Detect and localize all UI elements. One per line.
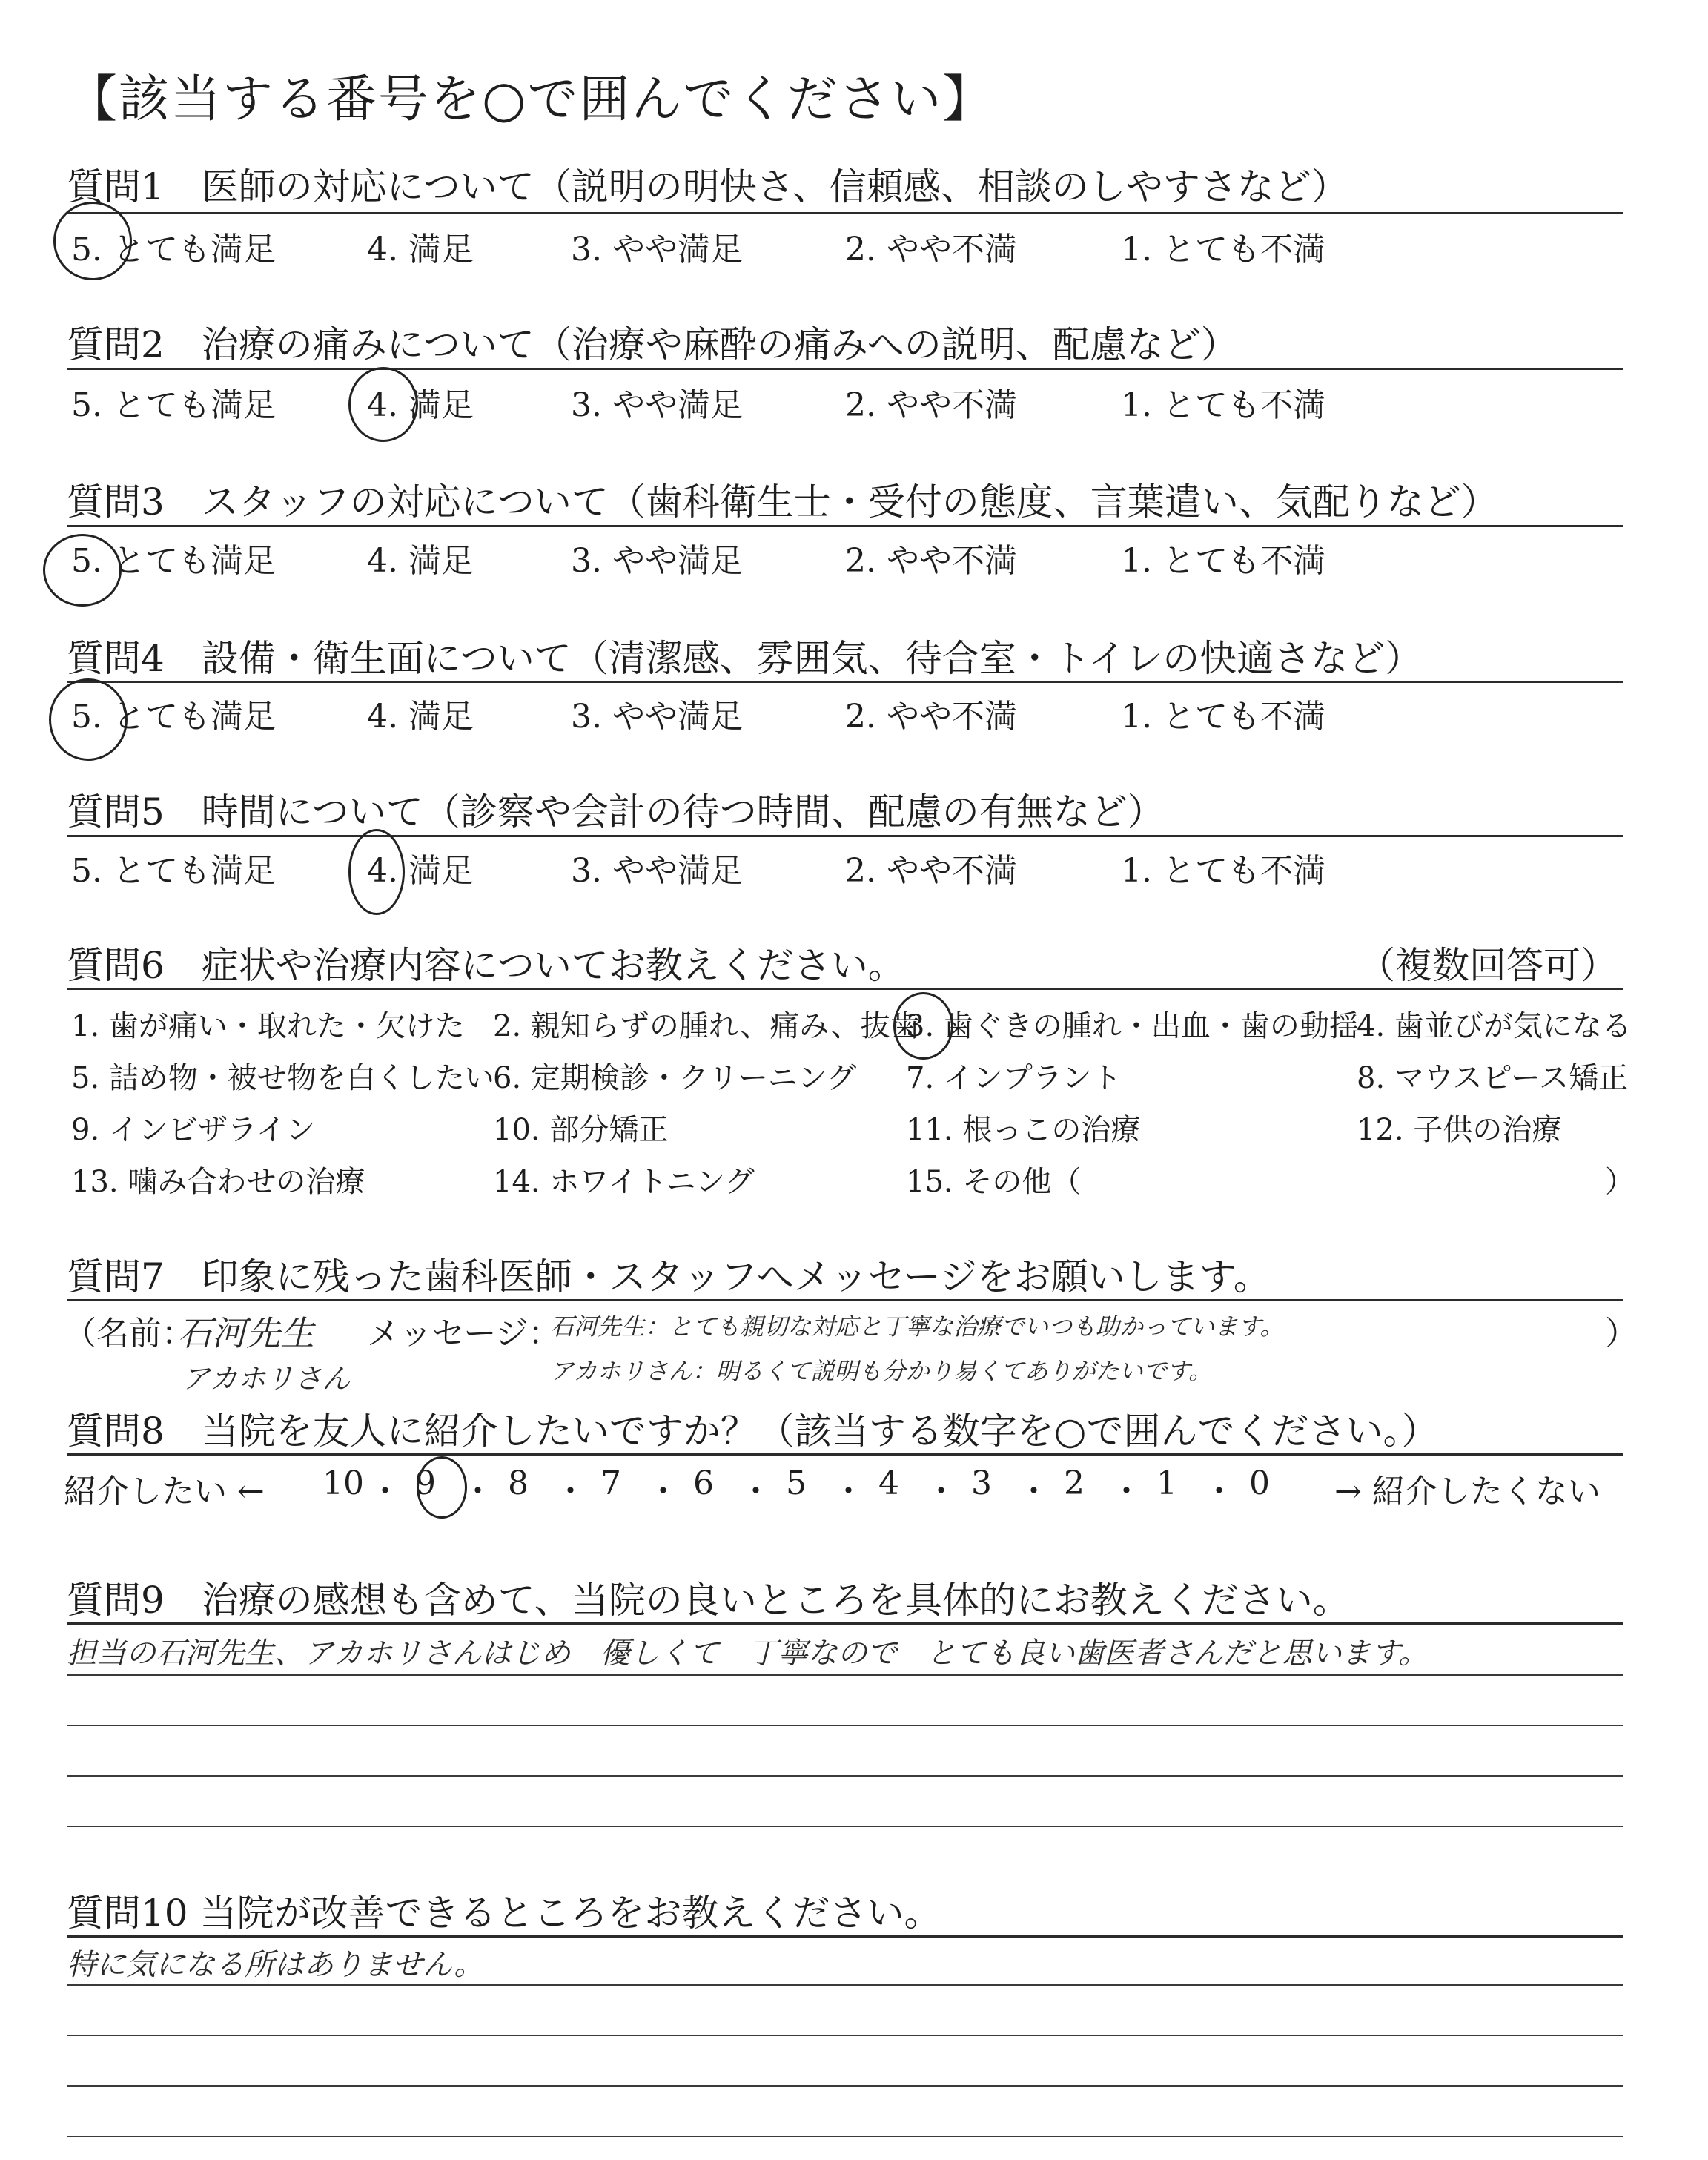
scale-separator: ・	[646, 1473, 680, 1510]
writing-line	[67, 2136, 1623, 2137]
q3-option-5[interactable]: 5. とても満足	[71, 542, 276, 580]
q4-option-1[interactable]: 1. とても不満	[1121, 698, 1325, 736]
q3-option-2[interactable]: 2. やや不満	[845, 542, 1017, 580]
q6-item[interactable]: 14. ホワイトニング	[493, 1165, 755, 1199]
question-3: 質問3 スタッフの対応について（歯科衛生士・受付の態度、言葉遣い、気配りなど）	[67, 480, 1498, 524]
q6-item[interactable]: 1. 歯が痛い・取れた・欠けた	[71, 1009, 465, 1043]
question-5: 質問5 時間について（診察や会計の待つ時間、配慮の有無など）	[67, 790, 1165, 833]
question-6: 質問6 症状や治療内容についてお教えください。	[67, 944, 905, 987]
handwritten-message: 石河先生：とても親切な対応と丁寧な治療でいつも助かっています。	[550, 1312, 1284, 1341]
answer-circle-mark	[893, 992, 953, 1060]
q6-item[interactable]: 5. 詰め物・被せ物を白くしたい	[71, 1061, 494, 1095]
q2-option-1[interactable]: 1. とても不満	[1121, 386, 1325, 424]
q6-item[interactable]: 7. インプラント	[906, 1061, 1122, 1095]
q5-option-2[interactable]: 2. やや不満	[845, 852, 1017, 890]
q5-option-5[interactable]: 5. とても満足	[71, 852, 276, 890]
scale-right-label: → 紹介したくない	[1334, 1473, 1601, 1510]
q3-option-3[interactable]: 3. やや満足	[571, 542, 743, 580]
answer-circle-mark	[49, 678, 128, 761]
scale-separator: ・	[1017, 1473, 1050, 1510]
q2-option-2[interactable]: 2. やや不満	[845, 386, 1017, 424]
q6-item[interactable]: 13. 噛み合わせの治療	[71, 1165, 365, 1199]
scale-separator: ・	[832, 1473, 865, 1510]
divider	[67, 1453, 1623, 1456]
writing-line	[67, 1775, 1623, 1777]
q2-option-5[interactable]: 5. とても満足	[71, 386, 276, 424]
q6-item[interactable]: 6. 定期検診・クリーニング	[493, 1061, 857, 1095]
q1-option-1[interactable]: 1. とても不満	[1121, 231, 1325, 268]
scale-number-7[interactable]: 7	[600, 1464, 621, 1502]
q6-item[interactable]: 9. インビザライン	[71, 1113, 316, 1147]
scale-separator: ・	[924, 1473, 958, 1510]
q2-option-4[interactable]: 4. 満足	[367, 386, 474, 424]
handwritten-name: 石河先生	[178, 1313, 314, 1353]
scale-number-8[interactable]: 8	[508, 1464, 529, 1502]
scale-number-3[interactable]: 3	[971, 1464, 992, 1502]
handwritten-answer: 特に気になる所はありません。	[67, 1948, 484, 1982]
divider	[67, 368, 1623, 370]
writing-line	[67, 1674, 1623, 1676]
question-9: 質問9 治療の感想も含めて、当院の良いところを具体的にお教えください。	[67, 1579, 1350, 1622]
writing-line	[67, 1984, 1623, 1986]
scale-number-10[interactable]: 10	[322, 1464, 364, 1502]
message-close: ）	[1605, 1315, 1638, 1353]
scale-left-label: 紹介したい ←	[64, 1473, 265, 1510]
divider	[67, 681, 1623, 683]
question-7: 質問7 印象に残った歯科医師・スタッフへメッセージをお願いします。	[67, 1255, 1271, 1298]
scale-separator: ・	[739, 1473, 772, 1510]
scale-separator: ・	[554, 1473, 587, 1510]
q4-option-4[interactable]: 4. 満足	[367, 698, 474, 736]
writing-line	[67, 1725, 1623, 1726]
q6-item[interactable]: 12. 子供の治療	[1357, 1113, 1562, 1147]
question-8: 質問8 当院を友人に紹介したいですか？（該当する数字を○で囲んでください。）	[67, 1410, 1439, 1453]
scale-number-6[interactable]: 6	[693, 1464, 714, 1502]
question-4: 質問4 設備・衛生面について（清潔感、雰囲気、待合室・トイレの快適さなど）	[67, 637, 1423, 680]
q5-option-1[interactable]: 1. とても不満	[1121, 852, 1325, 890]
divider	[67, 988, 1623, 990]
scale-number-4[interactable]: 4	[878, 1464, 899, 1502]
divider	[67, 525, 1623, 527]
divider	[67, 1299, 1623, 1301]
q4-option-2[interactable]: 2. やや不満	[845, 698, 1017, 736]
scale-separator: ・	[1110, 1473, 1143, 1510]
q6-item[interactable]: 4. 歯並びが気になる	[1357, 1009, 1632, 1043]
q3-option-1[interactable]: 1. とても不満	[1121, 542, 1325, 580]
q1-option-2[interactable]: 2. やや不満	[845, 231, 1017, 268]
page-title: 【該当する番号を○で囲んでください】	[67, 70, 995, 129]
q6-item[interactable]: 3. 歯ぐきの腫れ・出血・歯の動揺	[906, 1009, 1359, 1043]
scale-separator: ・	[1202, 1473, 1236, 1510]
scale-separator: ・	[368, 1473, 402, 1510]
q6-item[interactable]: 8. マウスピース矯正	[1357, 1061, 1629, 1095]
answer-circle-mark	[348, 367, 418, 442]
q5-option-3[interactable]: 3. やや満足	[571, 852, 743, 890]
q6-other-close: ）	[1605, 1165, 1635, 1199]
scale-number-9[interactable]: 9	[415, 1464, 436, 1502]
answer-circle-mark	[417, 1456, 467, 1519]
q6-item[interactable]: 15. その他（	[906, 1165, 1082, 1199]
writing-line	[67, 1826, 1623, 1827]
q6-item[interactable]: 2. 親知らずの腫れ、痛み、抜歯	[493, 1009, 920, 1043]
handwritten-message: アカホリさん：明るくて説明も分かり易くてありがたいです。	[550, 1357, 1213, 1385]
q6-item[interactable]: 10. 部分矯正	[493, 1113, 669, 1147]
writing-line	[67, 2035, 1623, 2036]
q5-option-4[interactable]: 4. 満足	[367, 852, 474, 890]
writing-line	[67, 2085, 1623, 2087]
q4-option-3[interactable]: 3. やや満足	[571, 698, 743, 736]
scale-number-1[interactable]: 1	[1156, 1464, 1177, 1502]
answer-circle-mark	[53, 202, 132, 280]
q1-option-5[interactable]: 5. とても満足	[71, 231, 276, 268]
name-label: （名前：	[64, 1315, 194, 1353]
scale-number-2[interactable]: 2	[1064, 1464, 1085, 1502]
scale-number-5[interactable]: 5	[786, 1464, 807, 1502]
handwritten-answer: 担当の石河先生、アカホリさんはじめ 優しくて 丁寧なので とても良い歯医者さんだと思います。	[67, 1636, 1429, 1671]
scale-separator: ・	[461, 1473, 494, 1510]
scale-number-0[interactable]: 0	[1249, 1464, 1270, 1502]
answer-circle-mark	[348, 829, 405, 915]
multiple-answer-note: （複数回答可）	[1358, 944, 1618, 987]
q2-option-3[interactable]: 3. やや満足	[571, 386, 743, 424]
divider	[67, 1622, 1623, 1625]
question-1: 質問1 医師の対応について（説明の明快さ、信頼感、相談のしやすさなど）	[67, 165, 1348, 208]
q4-option-5[interactable]: 5. とても満足	[71, 698, 276, 736]
divider	[67, 212, 1623, 214]
q1-option-4[interactable]: 4. 満足	[367, 231, 474, 268]
answer-circle-mark	[43, 534, 122, 607]
q6-item[interactable]: 11. 根っこの治療	[906, 1113, 1141, 1147]
question-10: 質問10 当院が改善できるところをお教えください。	[67, 1892, 941, 1935]
message-label: メッセージ：	[367, 1315, 561, 1353]
q1-option-3[interactable]: 3. やや満足	[571, 231, 743, 268]
divider	[67, 1935, 1623, 1938]
question-2: 質問2 治療の痛みについて（治療や麻酔の痛みへの説明、配慮など）	[67, 323, 1238, 366]
handwritten-name: アカホリさん	[182, 1362, 351, 1395]
divider	[67, 835, 1623, 837]
q3-option-4[interactable]: 4. 満足	[367, 542, 474, 580]
